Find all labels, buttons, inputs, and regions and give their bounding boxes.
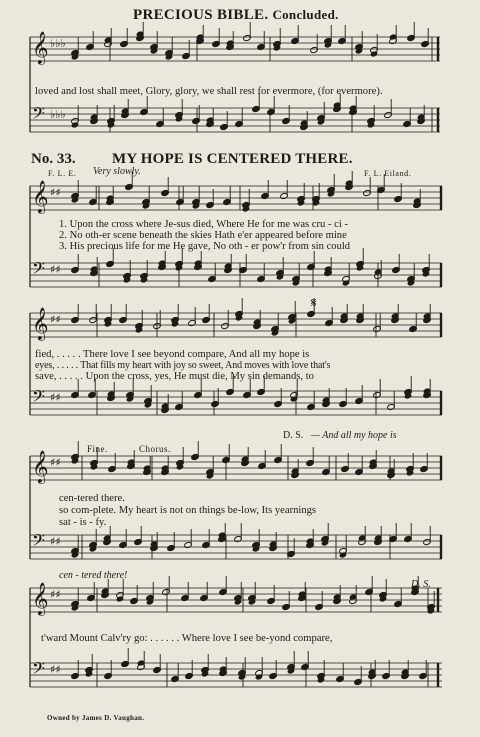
key-signature: ♭♭♭ (50, 37, 66, 50)
key-signature: ♯♯ (50, 186, 61, 199)
s3-ds-text: cen - tered there! (59, 570, 128, 581)
key-signature: ♯♯ (50, 588, 61, 601)
music-credit: F. L. Eiland. (364, 169, 412, 178)
s1-verse-3: 3. His precious life for me He gave, No oth - er pow'r from sin could (59, 241, 351, 252)
top-lyric: loved and lost shall meet, Glory, glory, we shall rest for evermore, (for evermore). (35, 86, 383, 97)
hymn-number: No. 33. (31, 151, 76, 167)
title-subtitle: Concluded. (272, 7, 339, 22)
key-signature: ♯♯ (50, 456, 61, 469)
s4-lyric: t'ward Mount Calv'ry go: . . . . . . Where love I see be-yond compare, (41, 633, 333, 644)
treble-clef: 𝄞 (32, 180, 49, 213)
chorus-marker: Chorus. (139, 444, 171, 454)
key-signature: ♯♯ (50, 313, 61, 326)
bass-clef: 𝄢 (32, 530, 45, 554)
key-signature: ♭♭♭ (50, 108, 66, 121)
treble-clef: 𝄞 (32, 450, 49, 483)
s2-ds-text: — And all my hope is (311, 430, 397, 441)
treble-clef: 𝄞 (32, 31, 49, 64)
words-credit: F. L. E. (48, 169, 77, 178)
key-signature: ♯♯ (50, 391, 61, 404)
fine-marker: Fine. (87, 444, 108, 454)
ownership-footer: Owned by James D. Vaughan. (47, 714, 145, 722)
page-title (133, 7, 339, 24)
bass-clef: 𝄢 (32, 658, 45, 682)
treble-clef: 𝄞 (32, 582, 49, 615)
s3-verse-2: so com-plete. My heart is not on things be-low, Its yearnings (59, 505, 317, 516)
key-signature: ♯♯ (50, 663, 61, 676)
s2-verse-1: fied, . . . . . There love I see beyond compare, And all my hope is (35, 349, 310, 360)
segno-sign: 𝄋 (311, 296, 317, 311)
s2-ds-marker: D. S. (283, 430, 304, 441)
bass-clef: 𝄢 (32, 386, 45, 410)
treble-clef: 𝄞 (32, 307, 49, 340)
s3-verse-3: sat - is - fy. (59, 517, 107, 528)
s3-verse-1: cen-tered there. (59, 493, 125, 504)
bass-clef: 𝄢 (32, 103, 45, 127)
s2-verse-2: eyes, . . . . . That fills my heart with joy so sweet, And moves with love that's (35, 360, 331, 371)
tempo-marking: Very slowly. (93, 166, 141, 177)
s1-verse-2: 2. No oth-er scene beneath the skies Hath e'er appeared before mine (59, 230, 347, 241)
title-text: PRECIOUS BIBLE. (133, 7, 269, 23)
hymn-title: MY HOPE IS CENTERED THERE. (112, 151, 353, 167)
bass-clef: 𝄢 (32, 258, 45, 282)
s1-verse-1: 1. Upon the cross where Je-sus died, Where He for me was cru - ci - (59, 219, 348, 230)
s4-ds-marker: D. S. (411, 579, 431, 590)
s2-verse-3: save, . . . . . Upon the cross, yes, He must die, My sin demands, to (35, 371, 314, 382)
key-signature: ♯♯ (50, 263, 61, 276)
key-signature: ♯♯ (50, 535, 61, 548)
